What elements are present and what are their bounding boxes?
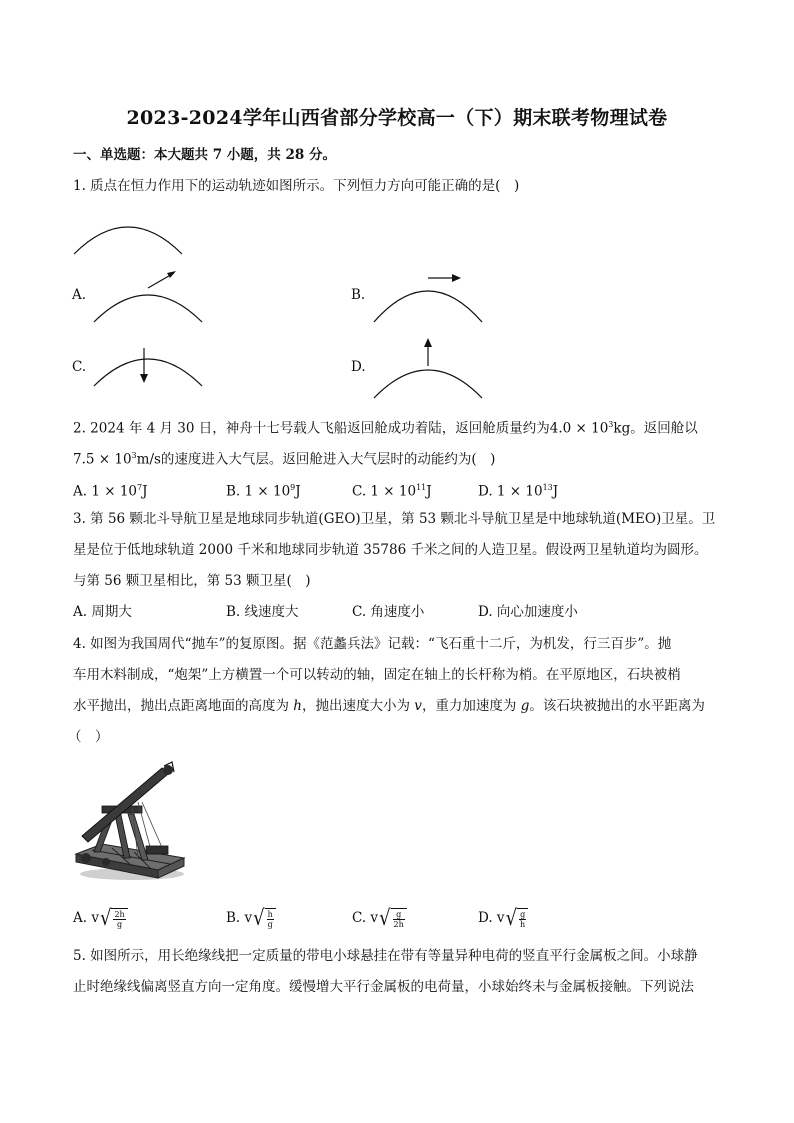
- q1-option-c-figure: [92, 346, 204, 388]
- q5-line-2: 止时绝缘线偏离竖直方向一定角度。缓慢增大平行金属板的电荷量，小球始终未与金属板接触。下列说法: [73, 979, 694, 995]
- page-title: 2023-2024学年山西省部分学校高一（下）期末联考物理试卷: [126, 107, 668, 129]
- section-heading: 一、单选题：本大题共 7 小题，共 28 分。: [73, 147, 336, 163]
- q1-option-b-figure: [372, 270, 484, 324]
- q4-option-b[interactable]: B. v√ $\frac{h}{g}$: [226, 908, 276, 929]
- q1-trajectory-figure: [72, 218, 184, 258]
- q1-option-d-label[interactable]: D.: [351, 359, 366, 375]
- q5-line-1: 5. 如图所示，用长绝缘线把一定质量的带电小球悬挂在带有等量异种电荷的竖直平行金属板之间。小球静: [73, 948, 698, 964]
- q1-option-a-figure: [92, 266, 204, 324]
- q4-option-c[interactable]: C. v√ $\frac{g}{2h}$: [352, 908, 407, 929]
- arrow-icon: [140, 374, 148, 383]
- q2-option-c[interactable]: C. $1 \times 10^{11}J$: [352, 483, 432, 500]
- q3-option-d[interactable]: D. 向心加速度小: [478, 604, 578, 620]
- q4-line-2: 车用木料制成，“炮架”上方横置一个可以转动的轴，固定在轴上的长杆称为梢。在平原地区，石块被梢: [73, 667, 681, 683]
- arrow-icon: [424, 338, 432, 347]
- q2-option-b[interactable]: B. $1 \times 10^9J$: [226, 483, 301, 500]
- q4-line-1: 4. 如图为我国周代“抛车”的复原图。据《范蠡兵法》记载：“飞石重十二斤，为机发，行三百步”。抛: [73, 636, 672, 652]
- q3-option-c[interactable]: C. 角速度小: [352, 604, 425, 620]
- q3-line-1: 3. 第 56 颗北斗导航卫星是地球同步轨道(GEO)卫星，第 53 颗北斗导航卫星是中地球轨道(MEO)卫星。卫: [73, 511, 716, 527]
- q2-option-d[interactable]: D. $1 \times 10^{13}J$: [478, 483, 559, 500]
- q1-option-b-label[interactable]: B.: [351, 287, 366, 303]
- q3-line-2: 星是位于低地球轨道 2000 千米和地球同步轨道 35786 千米之间的人造卫星。假设两卫星轨道均为圆形。: [73, 542, 708, 558]
- q1-stem: 1. 质点在恒力作用下的运动轨迹如图所示。下列恒力方向可能正确的是( ): [73, 178, 520, 194]
- q3-option-b[interactable]: B. 线速度大: [226, 604, 299, 620]
- q2-line-2: $7.5 \times 10^3m/s$的速度进入大气层。返回舱进入大气层时的动能约为( ): [73, 451, 496, 468]
- q1-option-d-figure: [372, 336, 484, 400]
- q3-line-3: 与第 56 颗卫星相比，第 53 颗卫星( ): [73, 573, 311, 589]
- q1-option-a-label[interactable]: A.: [72, 287, 87, 303]
- q4-line-3: 水平抛出，抛出点距离地面的高度为 h，抛出速度大小为 v，重力加速度为 g。该石块被抛出的水平距离为: [73, 698, 705, 714]
- catapult-illustration: [72, 762, 192, 886]
- q2-option-a[interactable]: A. $1 \times 10^7J$: [73, 483, 148, 500]
- q4-option-a[interactable]: A. v√ $\frac{2h}{g}$: [73, 908, 128, 929]
- q1-option-c-label[interactable]: C.: [72, 359, 87, 375]
- q4-line-4: （ ）: [68, 729, 109, 745]
- q2-line-1: 2. 2024 年 4 月 30 日，神舟十七号载人飞船返回舱成功着陆，返回舱质量约为$4.0 \times 10^3kg$。返回舱以: [73, 420, 698, 437]
- q3-option-a[interactable]: A. 周期大: [73, 604, 132, 620]
- q4-option-d[interactable]: D. v√ $\frac{g}{h}$: [478, 908, 528, 929]
- arrow-icon: [452, 274, 461, 282]
